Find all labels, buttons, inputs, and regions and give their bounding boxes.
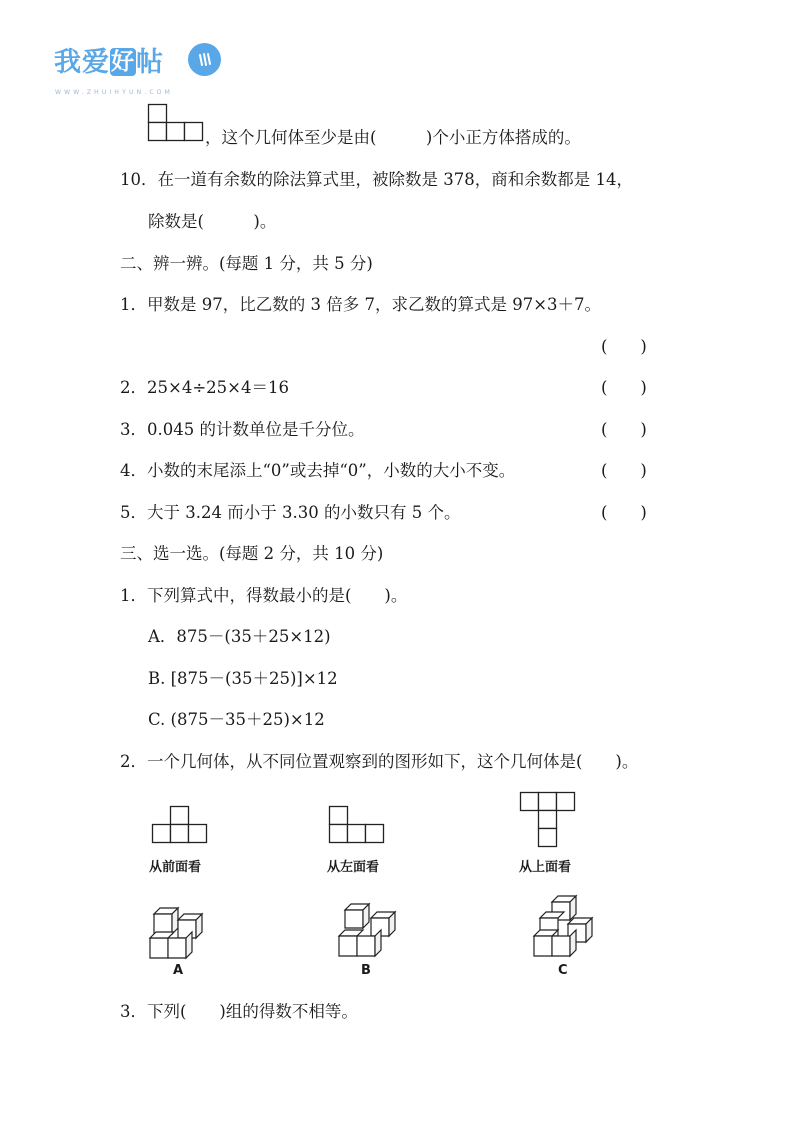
logo-box: 好 bbox=[111, 49, 135, 75]
front-view-caption: 从前面看 bbox=[149, 860, 202, 875]
logo-text-2: 帖 bbox=[136, 47, 164, 78]
q10-line2: 除数是( )。 bbox=[148, 212, 277, 231]
logo bbox=[54, 40, 164, 79]
top-view-caption: 从上面看 bbox=[519, 860, 572, 875]
q9-text: ，这个几何体至少是由( )个小正方体搭成的。 bbox=[205, 128, 581, 147]
s2-item-3-text: 3．0.045 的计数单位是千分位。 bbox=[120, 420, 365, 439]
logo-url: WWW.ZHUIHYUN.COM bbox=[55, 89, 174, 96]
left-view-figure bbox=[329, 806, 389, 846]
s2-item-1-answer: ( ) bbox=[601, 337, 647, 356]
s2-item-4-answer: ( ) bbox=[601, 461, 647, 480]
choice-a-figure bbox=[146, 906, 226, 966]
logo-badge-icon bbox=[188, 43, 221, 76]
choice-b-label: B bbox=[361, 963, 371, 978]
choice-c-label: C bbox=[558, 963, 568, 978]
s3-q1-option-a: A．875－(35＋25×12) bbox=[148, 627, 331, 646]
section2-heading: 二、辨一辨。(每题 1 分，共 5 分) bbox=[120, 254, 373, 273]
top-view-figure bbox=[520, 792, 580, 852]
s3-q1-stem: 1．下列算式中，得数最小的是( )。 bbox=[120, 586, 408, 605]
s2-item-2-text: 2．25×4÷25×4＝16 bbox=[120, 378, 289, 397]
section3-heading: 三、选一选。(每题 2 分，共 10 分) bbox=[120, 544, 384, 563]
s2-item-3-answer: ( ) bbox=[601, 420, 647, 439]
s2-item-5-text: 5．大于 3.24 而小于 3.30 的小数只有 5 个。 bbox=[120, 503, 461, 522]
choice-b-figure bbox=[333, 904, 413, 964]
s2-item-5-answer: ( ) bbox=[601, 503, 647, 522]
s2-item-1-text: 1．甲数是 97，比乙数的 3 倍多 7，求乙数的算式是 97×3＋7。 bbox=[120, 295, 602, 314]
s3-q2-stem: 2．一个几何体，从不同位置观察到的图形如下，这个几何体是( )。 bbox=[120, 752, 639, 771]
choice-c-figure bbox=[528, 896, 608, 962]
s2-item-2-answer: ( ) bbox=[601, 378, 647, 397]
front-view-figure bbox=[152, 806, 212, 846]
q10-line1: 10．在一道有余数的除法算式里，被除数是 378，商和余数都是 14， bbox=[120, 170, 633, 189]
left-view-caption: 从左面看 bbox=[327, 860, 380, 875]
s3-q1-option-b: B. [875－(35＋25)]×12 bbox=[148, 669, 338, 688]
s3-q3-stem: 3．下列( )组的得数不相等。 bbox=[120, 1002, 358, 1021]
logo-text: 我爱 bbox=[54, 47, 110, 78]
q9-view-figure bbox=[148, 104, 208, 144]
s3-q1-option-c: C. (875－35＋25)×12 bbox=[148, 710, 325, 729]
s2-item-4-text: 4．小数的末尾添上“0”或去掉“0”，小数的大小不变。 bbox=[120, 461, 516, 480]
choice-a-label: A bbox=[173, 963, 184, 978]
